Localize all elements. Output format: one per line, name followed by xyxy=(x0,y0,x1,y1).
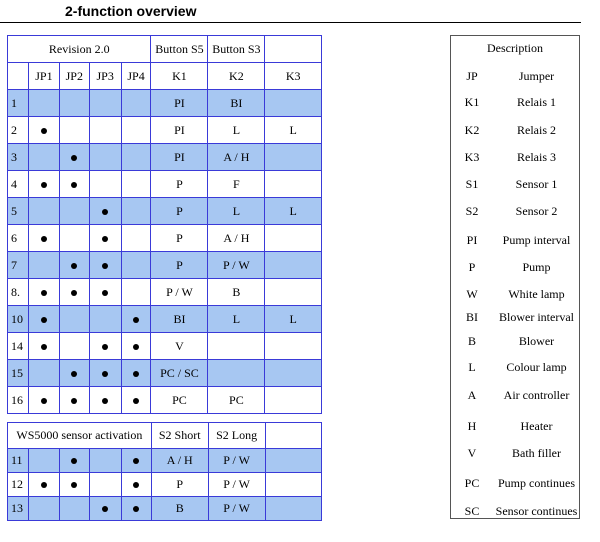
description-value: Pump xyxy=(522,260,551,274)
row-number: 16 xyxy=(8,387,29,414)
jumper-3-cell xyxy=(89,198,121,225)
jumper-set-dot-icon xyxy=(71,182,77,188)
k1-cell: PI xyxy=(151,144,208,171)
jumper-4-cell xyxy=(121,279,151,306)
description-key: K3 xyxy=(464,150,480,164)
k3-cell: L xyxy=(265,198,322,225)
description-key: K1 xyxy=(464,95,480,109)
jumper-2-cell xyxy=(59,279,89,306)
table-row xyxy=(8,333,322,360)
jumper-3-cell xyxy=(89,360,121,387)
jumper-1-cell xyxy=(28,473,59,497)
k2-cell: A / H xyxy=(208,144,265,171)
k2-cell: B xyxy=(208,279,265,306)
description-item xyxy=(451,310,579,326)
title-divider xyxy=(0,22,581,23)
description-value: Bath filler xyxy=(512,446,561,460)
k3-cell xyxy=(265,333,322,360)
jumper-4-cell xyxy=(121,497,151,521)
description-value: White lamp xyxy=(508,287,565,301)
description-item xyxy=(451,419,579,435)
k2-cell: A / H xyxy=(208,225,265,252)
jumper-2-cell xyxy=(59,333,89,360)
k1-cell: A / H xyxy=(151,449,208,473)
jumper-1-cell xyxy=(28,90,59,117)
row-number: 5 xyxy=(8,198,29,225)
table-row xyxy=(8,473,322,497)
description-value: Colour lamp xyxy=(506,360,567,374)
k2-cell: L xyxy=(208,198,265,225)
jumper-1-cell xyxy=(28,117,59,144)
description-item xyxy=(451,388,579,404)
description-value: Sensor 2 xyxy=(515,204,558,218)
description-value: Blower xyxy=(518,334,555,348)
jumper-3-cell xyxy=(89,252,121,279)
jumper-set-dot-icon xyxy=(133,458,139,464)
jumper-3-cell xyxy=(89,144,121,171)
jumper-1-cell xyxy=(28,144,59,171)
description-key: W xyxy=(466,287,478,301)
sensor-activation-header: WS5000 sensor activation xyxy=(8,423,152,449)
description-value: Pump continues xyxy=(498,476,575,490)
jumper-4-cell xyxy=(121,473,151,497)
row-number: 15 xyxy=(8,360,29,387)
k3-cell: L xyxy=(265,306,322,333)
k2-cell: P / W xyxy=(208,252,265,279)
k1-cell: PI xyxy=(151,90,208,117)
description-item xyxy=(451,95,579,111)
jumper-set-dot-icon xyxy=(133,371,139,377)
table-row xyxy=(8,306,322,333)
k2-cell xyxy=(208,333,265,360)
jumper-set-dot-icon xyxy=(71,482,77,488)
table-row xyxy=(8,117,322,144)
jumper-1-cell xyxy=(28,360,59,387)
jumper-2-cell xyxy=(59,497,89,521)
button-s5-header: Button S5 xyxy=(151,36,208,63)
k2-cell: BI xyxy=(208,90,265,117)
row-number: 4 xyxy=(8,171,29,198)
jumper-set-dot-icon xyxy=(41,182,47,188)
jumper-set-dot-icon xyxy=(71,458,77,464)
description-item xyxy=(451,334,579,350)
jumper-1-cell xyxy=(28,387,59,414)
row-number: 3 xyxy=(8,144,29,171)
jumper-4-cell xyxy=(121,306,151,333)
jumper-1-cell xyxy=(28,497,59,521)
k2-cell: P / W xyxy=(208,473,265,497)
description-key: JP xyxy=(466,69,478,83)
jumper-set-dot-icon xyxy=(71,371,77,377)
empty-header xyxy=(265,36,322,63)
jumper-2-cell xyxy=(59,225,89,252)
jumper-3-cell xyxy=(89,473,121,497)
description-item xyxy=(451,287,579,303)
k3-cell xyxy=(265,144,322,171)
row-number: 8. xyxy=(8,279,29,306)
k1-cell: P xyxy=(151,473,208,497)
description-item xyxy=(451,360,579,376)
jumper-set-dot-icon xyxy=(41,317,47,323)
jumper-set-dot-icon xyxy=(133,344,139,350)
jumper-set-dot-icon xyxy=(133,482,139,488)
row-number: 2 xyxy=(8,117,29,144)
jp4-header: JP4 xyxy=(121,63,151,90)
k1-cell: V xyxy=(151,333,208,360)
table-subheader-row xyxy=(8,63,322,90)
jumper-set-dot-icon xyxy=(102,263,108,269)
description-item xyxy=(451,504,579,520)
jumper-set-dot-icon xyxy=(41,128,47,134)
k3-header: K3 xyxy=(265,63,322,90)
k3-cell xyxy=(265,225,322,252)
jumper-4-cell xyxy=(121,449,151,473)
table-row xyxy=(8,198,322,225)
k2-cell: P / W xyxy=(208,497,265,521)
jumper-set-dot-icon xyxy=(133,398,139,404)
table-row xyxy=(8,90,322,117)
jumper-set-dot-icon xyxy=(102,290,108,296)
k2-cell: PC xyxy=(208,387,265,414)
jumper-set-dot-icon xyxy=(133,506,139,512)
jumper-4-cell xyxy=(121,171,151,198)
jumper-set-dot-icon xyxy=(41,482,47,488)
row-number: 6 xyxy=(8,225,29,252)
table-header-row xyxy=(8,36,322,63)
jumper-2-cell xyxy=(59,144,89,171)
jumper-3-cell xyxy=(89,90,121,117)
table-row xyxy=(8,387,322,414)
description-key: P xyxy=(468,260,476,274)
description-item xyxy=(451,123,579,139)
table-row xyxy=(8,497,322,521)
jp3-header: JP3 xyxy=(89,63,121,90)
jumper-2-cell xyxy=(59,360,89,387)
button-s3-header: Button S3 xyxy=(208,36,265,63)
k1-cell: BI xyxy=(151,306,208,333)
jumper-4-cell xyxy=(121,90,151,117)
jumper-4-cell xyxy=(121,117,151,144)
k1-header: K1 xyxy=(151,63,208,90)
jumper-set-dot-icon xyxy=(71,290,77,296)
jumper-set-dot-icon xyxy=(41,236,47,242)
jumper-set-dot-icon xyxy=(102,209,108,215)
jumper-2-cell xyxy=(59,252,89,279)
description-item xyxy=(451,446,579,462)
description-item xyxy=(451,233,579,249)
jumper-set-dot-icon xyxy=(102,398,108,404)
description-key: H xyxy=(467,419,477,433)
jumper-3-cell xyxy=(89,171,121,198)
jumper-1-cell xyxy=(28,306,59,333)
description-key: V xyxy=(467,446,477,460)
jumper-3-cell xyxy=(89,449,121,473)
table-row xyxy=(8,144,322,171)
description-item xyxy=(451,260,579,276)
description-value: Sensor continues xyxy=(495,504,578,518)
k2-cell: F xyxy=(208,171,265,198)
row-number: 1 xyxy=(8,90,29,117)
jumper-set-dot-icon xyxy=(102,344,108,350)
jumper-2-cell xyxy=(59,198,89,225)
k2-cell: L xyxy=(208,306,265,333)
jumper-set-dot-icon xyxy=(41,344,47,350)
jumper-3-cell xyxy=(89,497,121,521)
description-key: A xyxy=(467,388,477,402)
description-value: Pump interval xyxy=(502,233,571,247)
row-number: 10 xyxy=(8,306,29,333)
jumper-2-cell xyxy=(59,171,89,198)
k3-cell xyxy=(265,360,322,387)
description-key: K2 xyxy=(464,123,480,137)
description-key: PI xyxy=(466,233,478,247)
description-value: Jumper xyxy=(518,69,555,83)
jumper-4-cell xyxy=(121,198,151,225)
jumper-2-cell xyxy=(59,306,89,333)
table-row xyxy=(8,225,322,252)
jumper-2-cell xyxy=(59,90,89,117)
description-key: SC xyxy=(464,504,480,518)
jumper-1-cell xyxy=(28,333,59,360)
jumper-3-cell xyxy=(89,117,121,144)
k3-cell xyxy=(265,473,322,497)
k3-cell xyxy=(265,387,322,414)
page-title: 2-function overview xyxy=(65,3,197,19)
description-title: Description xyxy=(487,41,543,55)
sensor-activation-table xyxy=(7,422,322,521)
jumper-2-cell xyxy=(59,117,89,144)
description-value: Sensor 1 xyxy=(515,177,558,191)
table-row xyxy=(8,360,322,387)
table-row xyxy=(8,252,322,279)
description-key: S1 xyxy=(465,177,479,191)
jumper-2-cell xyxy=(59,387,89,414)
jumper-2-cell xyxy=(59,449,89,473)
k3-cell xyxy=(265,279,322,306)
revision-header: Revision 2.0 xyxy=(8,36,151,63)
table-header-row xyxy=(8,423,322,449)
jumper-4-cell xyxy=(121,387,151,414)
jumper-1-cell xyxy=(28,198,59,225)
table-row xyxy=(8,449,322,473)
jumper-2-cell xyxy=(59,473,89,497)
row-number: 12 xyxy=(8,473,29,497)
k1-cell: PC xyxy=(151,387,208,414)
description-item xyxy=(451,177,579,193)
k2-cell xyxy=(208,360,265,387)
jumper-set-dot-icon xyxy=(71,398,77,404)
k3-cell: L xyxy=(265,117,322,144)
description-key: PC xyxy=(464,476,480,490)
jumper-set-dot-icon xyxy=(41,290,47,296)
jumper-1-cell xyxy=(28,171,59,198)
k1-cell: P xyxy=(151,171,208,198)
jumper-set-dot-icon xyxy=(102,371,108,377)
k1-cell: P xyxy=(151,225,208,252)
k3-cell xyxy=(265,90,322,117)
row-num-header xyxy=(8,63,29,90)
k3-cell xyxy=(265,449,322,473)
jumper-set-dot-icon xyxy=(41,398,47,404)
row-number: 13 xyxy=(8,497,29,521)
jumper-3-cell xyxy=(89,387,121,414)
description-item xyxy=(451,204,579,220)
jumper-set-dot-icon xyxy=(102,506,108,512)
description-value: Blower interval xyxy=(499,310,574,324)
jumper-1-cell xyxy=(28,279,59,306)
jumper-4-cell xyxy=(121,252,151,279)
description-item xyxy=(451,150,579,166)
table-row xyxy=(8,279,322,306)
k2-cell: P / W xyxy=(208,449,265,473)
empty-header xyxy=(265,423,322,449)
description-value: Relais 2 xyxy=(517,123,556,137)
k2-cell: L xyxy=(208,117,265,144)
description-value: Heater xyxy=(520,419,553,433)
jumper-set-dot-icon xyxy=(133,317,139,323)
jp2-header: JP2 xyxy=(59,63,89,90)
description-item xyxy=(451,69,579,85)
s2-short-header: S2 Short xyxy=(151,423,208,449)
jumper-3-cell xyxy=(89,306,121,333)
k2-header: K2 xyxy=(208,63,265,90)
k1-cell: P xyxy=(151,252,208,279)
jumper-4-cell xyxy=(121,144,151,171)
table-row xyxy=(8,171,322,198)
description-item xyxy=(451,476,579,492)
description-key: S2 xyxy=(465,204,479,218)
row-number: 14 xyxy=(8,333,29,360)
row-number: 7 xyxy=(8,252,29,279)
jumper-1-cell xyxy=(28,225,59,252)
description-key: B xyxy=(467,334,476,348)
description-key: BI xyxy=(466,310,478,324)
description-panel xyxy=(450,35,580,519)
k1-cell: P / W xyxy=(151,279,208,306)
jumper-set-dot-icon xyxy=(71,155,77,161)
k1-cell: B xyxy=(151,497,208,521)
jp1-header: JP1 xyxy=(28,63,59,90)
description-key: L xyxy=(468,360,476,374)
jumper-set-dot-icon xyxy=(71,263,77,269)
jumper-3-cell xyxy=(89,333,121,360)
description-value: Relais 3 xyxy=(517,150,556,164)
function-table xyxy=(7,35,322,414)
jumper-3-cell xyxy=(89,225,121,252)
jumper-1-cell xyxy=(28,252,59,279)
description-value: Air controller xyxy=(503,388,570,402)
row-number: 11 xyxy=(8,449,29,473)
k1-cell: PI xyxy=(151,117,208,144)
jumper-1-cell xyxy=(28,449,59,473)
jumper-4-cell xyxy=(121,360,151,387)
jumper-4-cell xyxy=(121,333,151,360)
jumper-3-cell xyxy=(89,279,121,306)
k1-cell: P xyxy=(151,198,208,225)
k1-cell: PC / SC xyxy=(151,360,208,387)
k3-cell xyxy=(265,252,322,279)
jumper-4-cell xyxy=(121,225,151,252)
s2-long-header: S2 Long xyxy=(208,423,265,449)
k3-cell xyxy=(265,497,322,521)
jumper-set-dot-icon xyxy=(102,236,108,242)
k3-cell xyxy=(265,171,322,198)
description-value: Relais 1 xyxy=(517,95,556,109)
